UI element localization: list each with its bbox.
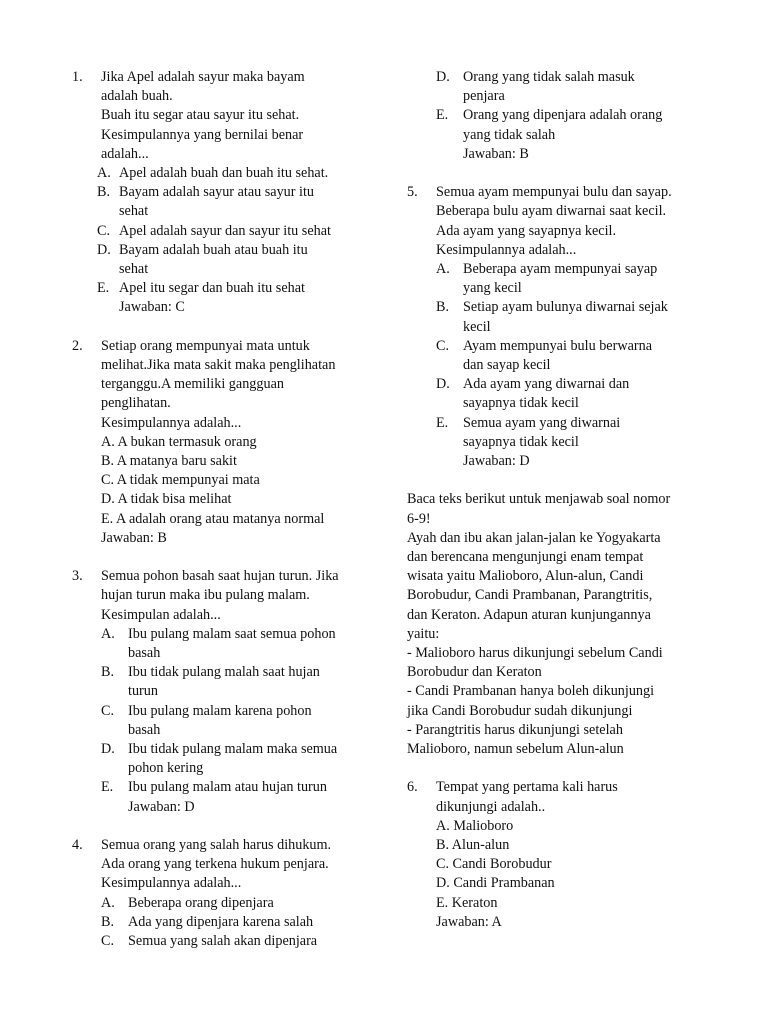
answer-option-cont: sehat <box>119 203 149 220</box>
question-stem: Jika Apel adalah sayur maka bayam <box>101 69 305 85</box>
right-column <box>407 68 707 951</box>
passage-line: - Parangtritis harus dikunjungi setelah <box>407 721 623 738</box>
question-number: 4. <box>72 837 83 854</box>
answer-option-cont: pohon kering <box>128 760 204 777</box>
question-stem: Semua orang yang salah harus dihukum. <box>101 837 332 854</box>
answer-key: Jawaban: A <box>436 913 502 930</box>
answer-option-cont: turun <box>128 683 158 700</box>
answer-option: C. Semua yang salah akan dipenjara <box>101 933 318 950</box>
answer-option: A. Apel adalah buah dan buah itu sehat. <box>97 165 329 182</box>
answer-option-cont: yang kecil <box>463 280 522 297</box>
answer-option: A. Beberapa ayam mempunyai sayap <box>436 261 658 278</box>
question-stem: Kesimpulannya adalah... <box>436 241 577 258</box>
answer-option: B. Alun-alun <box>436 837 510 854</box>
answer-option-cont: sayapnya tidak kecil <box>463 433 579 450</box>
answer-option: B. Ada yang dipenjara karena salah <box>101 913 314 930</box>
passage-line: dan Keraton. Adapun aturan kunjungannya <box>407 606 651 623</box>
question-stem: dikunjungi adalah.. <box>436 798 546 815</box>
answer-option: D. Ibu tidak pulang malam maka semua <box>101 741 338 758</box>
question-stem: Semua pohon basah saat hujan turun. Jika <box>101 568 339 585</box>
passage-line: Ayah dan ibu akan jalan-jalan ke Yogyakarta <box>407 529 661 546</box>
passage-line: dan berencana mengunjungi enam tempat <box>407 549 644 566</box>
question-number: 3. <box>72 568 83 585</box>
answer-option: E. Ibu pulang malam atau hujan turun <box>101 779 327 796</box>
question-number: 6. <box>407 779 418 796</box>
answer-option-cont: sehat <box>119 261 149 278</box>
answer-option-cont: basah <box>128 721 161 738</box>
passage-line: wisata yaitu Malioboro, Alun-alun, Candi <box>407 568 644 585</box>
answer-option: C. Candi Borobudur <box>436 856 552 873</box>
question-stem: adalah buah. <box>101 88 173 105</box>
question-stem: hujan turun maka ibu pulang malam. <box>101 587 310 604</box>
question-2 <box>72 337 372 548</box>
answer-option: C. Apel adalah sayur dan sayur itu sehat <box>97 222 331 239</box>
question-number: 1. <box>72 69 83 85</box>
question-1 <box>72 68 372 318</box>
passage-line: Baca teks berikut untuk menjawab soal nomor <box>407 491 671 508</box>
question-stem: Ada orang yang terkena hukum penjara. <box>101 856 329 873</box>
reading-passage <box>407 490 707 759</box>
passage-line: yaitu: <box>407 625 440 642</box>
question-number: 2. <box>72 337 83 354</box>
answer-option: E. Semua ayam yang diwarnai <box>436 414 621 431</box>
question-5 <box>407 183 707 471</box>
answer-option-cont: dan sayap kecil <box>463 357 551 374</box>
answer-option: D. Bayam adalah buah atau buah itu <box>97 241 308 258</box>
question-stem: Ada ayam yang sayapnya kecil. <box>436 222 617 239</box>
answer-option: D. Orang yang tidak salah masuk <box>436 69 635 85</box>
passage-line: Borobudur dan Keraton <box>407 664 542 681</box>
passage-line: Malioboro, namun sebelum Alun-alun <box>407 741 624 758</box>
passage-line: 6-9! <box>407 510 431 527</box>
answer-option: C. A tidak mempunyai mata <box>101 472 260 489</box>
question-stem: Tempat yang pertama kali harus <box>436 779 618 796</box>
answer-option: C. Ayam mempunyai bulu berwarna <box>436 337 652 354</box>
answer-option: D. A tidak bisa melihat <box>101 491 232 508</box>
question-stem: Kesimpulannya yang bernilai benar <box>101 126 304 143</box>
passage-line: - Candi Prambanan hanya boleh dikunjungi <box>407 683 655 700</box>
question-4-continued <box>407 68 707 164</box>
answer-option: E. Orang yang dipenjara adalah orang <box>436 107 663 124</box>
answer-option: B. Ibu tidak pulang malah saat hujan <box>101 664 320 681</box>
question-6 <box>407 778 707 932</box>
answer-option-cont: sayapnya tidak kecil <box>463 395 579 412</box>
answer-key: Jawaban: B <box>463 145 529 162</box>
answer-option: B. Bayam adalah sayur atau sayur itu <box>97 184 315 201</box>
answer-option: B. Setiap ayam bulunya diwarnai sejak <box>436 299 668 316</box>
question-stem: Semua ayam mempunyai bulu dan sayap. <box>436 184 672 201</box>
answer-option: A. Beberapa orang dipenjara <box>101 894 274 911</box>
answer-option: E. Apel itu segar dan buah itu sehat <box>97 280 305 297</box>
question-3 <box>72 567 372 817</box>
passage-line: Borobudur, Candi Prambanan, Parangtritis, <box>407 587 653 604</box>
answer-option-cont: yang tidak salah <box>463 126 556 143</box>
question-stem: Kesimpulannya adalah... <box>101 414 242 431</box>
question-stem: penglihatan. <box>101 395 171 412</box>
answer-option: C. Ibu pulang malam karena pohon <box>101 702 312 719</box>
answer-key: Jawaban: C <box>119 299 185 316</box>
passage-line: - Malioboro harus dikunjungi sebelum Candi <box>407 645 663 662</box>
answer-key: Jawaban: D <box>463 453 530 470</box>
question-number: 5. <box>407 184 418 201</box>
answer-option: D. Ada ayam yang diwarnai dan <box>436 376 630 393</box>
passage-line: jika Candi Borobudur sudah dikunjungi <box>407 702 633 719</box>
answer-option: E. A adalah orang atau matanya normal <box>101 510 325 527</box>
answer-option: B. A matanya baru sakit <box>101 453 237 470</box>
answer-option-cont: basah <box>128 645 161 662</box>
question-stem: melihat.Jika mata sakit maka penglihatan <box>101 357 336 374</box>
answer-option: D. Candi Prambanan <box>436 875 555 892</box>
question-stem: terganggu.A memiliki gangguan <box>101 376 284 393</box>
answer-option: A. A bukan termasuk orang <box>101 433 257 450</box>
left-column <box>72 68 372 970</box>
answer-option-cont: kecil <box>463 318 491 335</box>
question-stem: Buah itu segar atau sayur itu sehat. <box>101 107 300 124</box>
answer-option: A. Malioboro <box>436 817 514 834</box>
question-stem: Kesimpulan adalah... <box>101 606 221 623</box>
answer-option: A. Ibu pulang malam saat semua pohon <box>101 625 336 642</box>
question-4 <box>72 836 372 951</box>
question-stem: adalah... <box>101 145 149 162</box>
answer-key: Jawaban: B <box>101 529 167 546</box>
question-stem: Kesimpulannya adalah... <box>101 875 242 892</box>
question-stem: Beberapa bulu ayam diwarnai saat kecil. <box>436 203 667 220</box>
answer-key: Jawaban: D <box>128 798 195 815</box>
answer-option: E. Keraton <box>436 894 498 911</box>
answer-option-cont: penjara <box>463 88 505 105</box>
question-stem: Setiap orang mempunyai mata untuk <box>101 337 310 354</box>
